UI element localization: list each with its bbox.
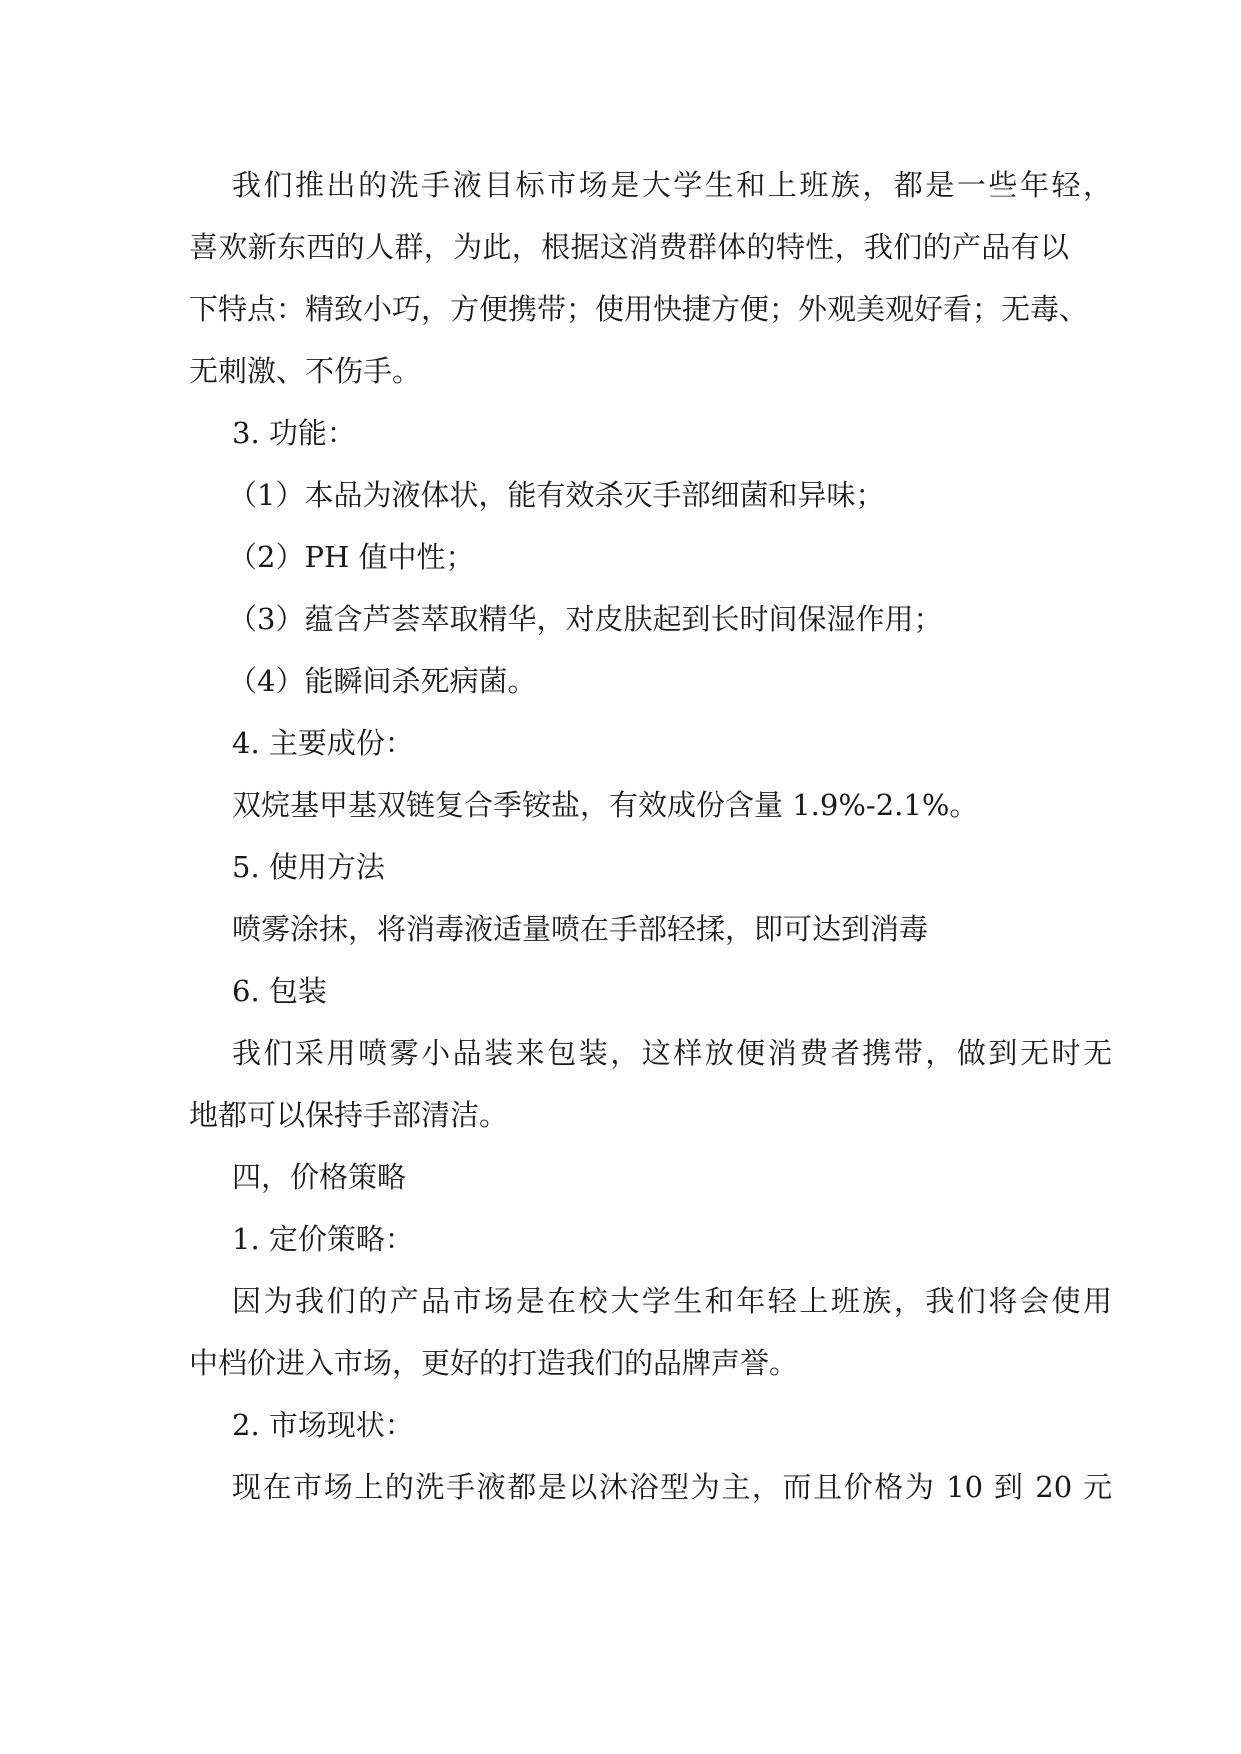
paragraph-line: 因为我们的产品市场是在校大学生和年轻上班族，我们将会使用: [232, 1284, 1112, 1318]
paragraph-line: 现在市场上的洗手液都是以沐浴型为主，而且价格为 10 到 20 元: [232, 1470, 1112, 1504]
list-item: （4）能瞬间杀死病菌。: [228, 664, 537, 698]
section-heading-ingredients: 4. 主要成份：: [232, 726, 414, 760]
section-heading-market-status: 2. 市场现状：: [232, 1408, 414, 1442]
section-heading-usage: 5. 使用方法: [232, 850, 385, 884]
paragraph-line: 地都可以保持手部清洁。: [189, 1098, 509, 1132]
section-heading-pricing: 1. 定价策略：: [232, 1222, 414, 1256]
list-item: （3）蕴含芦荟萃取精华，对皮肤起到长时间保湿作用；: [228, 602, 943, 636]
list-item: （1）本品为液体状，能有效杀灭手部细菌和异味；: [228, 478, 885, 512]
paragraph-line: 下特点：精致小巧，方便携带；使用快捷方便；外观美观好看；无毒、: [189, 292, 1089, 326]
paragraph-line: 中档价进入市场，更好的打造我们的品牌声誉。: [189, 1346, 799, 1380]
paragraph-line: 我们推出的洗手液目标市场是大学生和上班族，都是一些年轻，: [232, 168, 1112, 202]
paragraph-line: 喜欢新东西的人群，为此，根据这消费群体的特性，我们的产品有以: [189, 230, 1069, 264]
section-heading-packaging: 6. 包装: [232, 974, 327, 1008]
section-heading-function: 3. 功能：: [232, 416, 356, 450]
section-heading-pricing-strategy: 四，价格策略: [232, 1160, 407, 1194]
list-item: （2）PH 值中性；: [228, 540, 475, 574]
paragraph-line: 喷雾涂抹，将消毒液适量喷在手部轻揉，即可达到消毒: [232, 912, 929, 946]
document-body: [189, 154, 1112, 1518]
paragraph-line: 我们采用喷雾小品装来包装，这样放便消费者携带，做到无时无: [232, 1036, 1112, 1070]
paragraph-line: 无刺激、不伤手。: [189, 354, 422, 388]
paragraph-line: 双烷基甲基双链复合季铵盐，有效成份含量 1.9%-2.1%。: [232, 788, 979, 822]
